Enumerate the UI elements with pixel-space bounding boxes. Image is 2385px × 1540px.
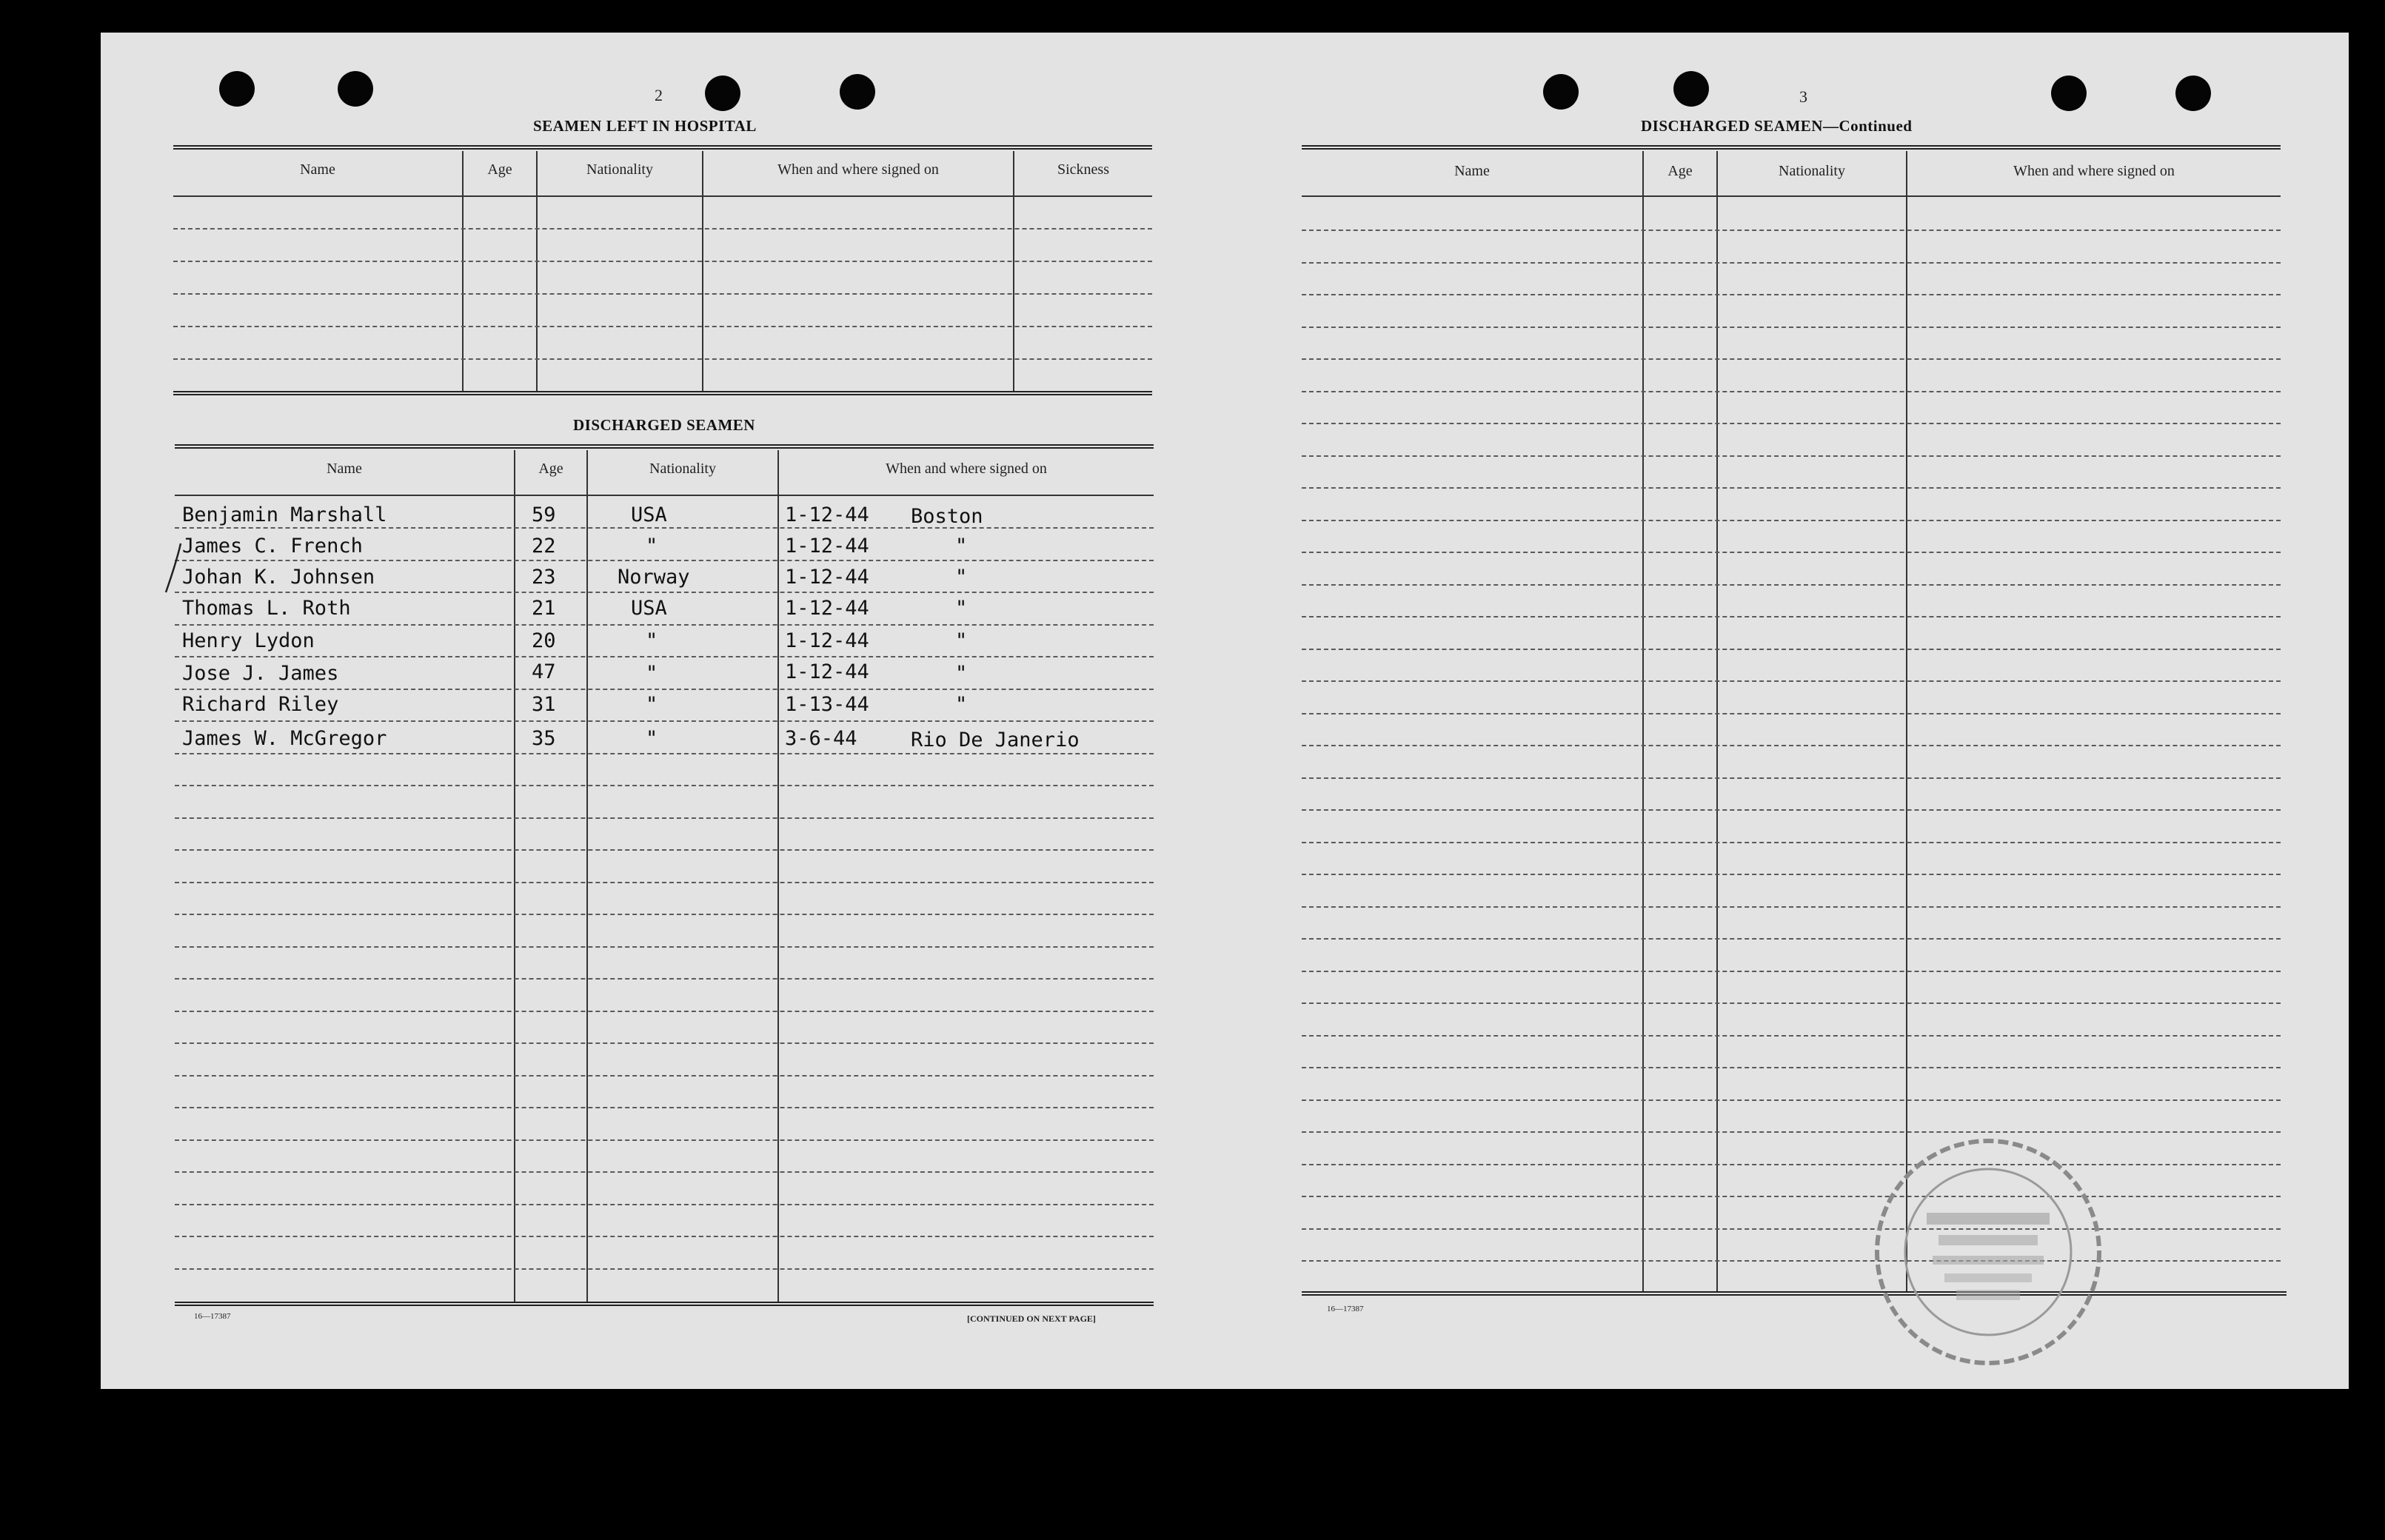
discharged-divider <box>586 450 588 1303</box>
row-line <box>1302 971 2281 972</box>
hospital-col-sickness: Sickness <box>1057 161 1109 178</box>
seaman-nationality: USA <box>631 503 667 526</box>
left-page-number: 2 <box>655 86 663 104</box>
row-line <box>175 1011 1154 1012</box>
row-line <box>175 624 1154 626</box>
discharged-col-name: Name <box>327 461 362 477</box>
right-divider <box>1716 151 1718 1294</box>
right-col-nationality: Nationality <box>1779 163 1845 179</box>
row-line <box>1302 391 2281 392</box>
row-line <box>1302 809 2281 811</box>
row-line <box>1302 230 2281 231</box>
hospital-section-title: SEAMEN LEFT IN HOSPITAL <box>533 117 757 135</box>
punch-hole-icon <box>840 74 875 110</box>
row-line <box>1302 649 2281 650</box>
signed-on-place: " <box>955 597 968 620</box>
signed-on-place: " <box>955 693 968 716</box>
signed-on-place: Rio De Janerio <box>911 729 1080 751</box>
row-line <box>175 1107 1154 1108</box>
right-form-number: 16—17387 <box>1327 1305 1364 1313</box>
hospital-row-line <box>173 228 1152 230</box>
seaman-nationality: USA <box>631 597 667 620</box>
row-line <box>175 1139 1154 1141</box>
row-line <box>1302 938 2281 940</box>
seaman-age: 20 <box>532 629 556 652</box>
row-line <box>175 849 1154 851</box>
seaman-nationality: " <box>646 662 658 685</box>
row-line <box>1302 874 2281 875</box>
row-line <box>1302 1099 2281 1101</box>
row-line <box>1302 327 2281 328</box>
right-page-title: DISCHARGED SEAMEN—Continued <box>1641 117 1913 135</box>
row-line <box>1302 713 2281 714</box>
right-col-signed-on: When and where signed on <box>2013 163 2175 179</box>
row-line <box>175 753 1154 754</box>
row-line <box>175 689 1154 690</box>
seaman-nationality: " <box>646 629 658 652</box>
signed-on-place: Boston <box>911 505 983 528</box>
row-line <box>175 560 1154 561</box>
row-line <box>1302 520 2281 521</box>
row-line <box>175 1075 1154 1077</box>
punch-hole-icon <box>219 71 255 107</box>
row-line <box>175 882 1154 883</box>
seaman-name: Johan K. Johnsen <box>182 566 375 589</box>
row-line <box>1302 487 2281 489</box>
row-line <box>175 978 1154 980</box>
signed-on-place: " <box>955 662 968 685</box>
row-line <box>1302 680 2281 682</box>
right-table-bottom-border <box>1302 1291 2287 1296</box>
row-line <box>175 785 1154 786</box>
seaman-age: 59 <box>532 503 556 526</box>
signed-on-date: 1-12-44 <box>785 660 869 683</box>
signed-on-date: 1-12-44 <box>785 535 869 558</box>
signed-on-date: 1-12-44 <box>785 566 869 589</box>
seaman-age: 47 <box>532 660 556 683</box>
seaman-name: Jose J. James <box>182 662 339 685</box>
discharged-header-line <box>175 495 1154 496</box>
row-line <box>175 1171 1154 1173</box>
discharged-col-age: Age <box>538 461 563 477</box>
row-line <box>175 1268 1154 1270</box>
row-line <box>1302 1260 2281 1262</box>
row-line <box>1302 1196 2281 1197</box>
right-header-line <box>1302 195 2281 197</box>
row-line <box>175 592 1154 593</box>
right-page-number: 3 <box>1799 87 1807 106</box>
hospital-col-age: Age <box>487 161 512 178</box>
punch-hole-icon <box>1543 74 1579 110</box>
hospital-col-signed-on: When and where signed on <box>777 161 939 178</box>
discharged-col-nationality: Nationality <box>649 461 716 477</box>
hospital-table-top-border <box>173 145 1152 150</box>
row-line <box>1302 1002 2281 1004</box>
seaman-nationality: " <box>646 693 658 716</box>
seaman-age: 35 <box>532 727 556 750</box>
row-line <box>1302 842 2281 843</box>
seaman-nationality: " <box>646 727 658 750</box>
row-line <box>1302 1131 2281 1133</box>
punch-hole-icon <box>1673 71 1709 107</box>
row-line <box>1302 906 2281 908</box>
seaman-age: 31 <box>532 693 556 716</box>
row-line <box>1302 455 2281 457</box>
discharged-col-signed-on: When and where signed on <box>886 461 1047 477</box>
seaman-name: Benjamin Marshall <box>182 503 387 526</box>
punch-hole-icon <box>338 71 373 107</box>
row-line <box>1302 1067 2281 1068</box>
seaman-name: Henry Lydon <box>182 629 315 652</box>
row-line <box>1302 1164 2281 1165</box>
seaman-nationality: Norway <box>618 566 690 589</box>
signed-on-date: 1-12-44 <box>785 503 869 526</box>
row-line <box>175 527 1154 529</box>
official-stamp-icon <box>1867 1131 2109 1373</box>
hospital-row-line <box>173 326 1152 327</box>
row-line <box>175 1042 1154 1044</box>
hospital-table-bottom-border <box>173 391 1152 395</box>
seaman-name: Richard Riley <box>182 693 339 716</box>
left-form-number: 16—17387 <box>194 1312 231 1321</box>
signed-on-date: 3-6-44 <box>785 727 857 750</box>
signed-on-place: " <box>955 535 968 558</box>
row-line <box>1302 777 2281 779</box>
signed-on-date: 1-12-44 <box>785 629 869 652</box>
discharged-section-title: DISCHARGED SEAMEN <box>573 416 755 434</box>
row-line <box>175 1204 1154 1205</box>
hospital-row-line <box>173 195 1152 197</box>
signed-on-place: " <box>955 566 968 589</box>
row-line <box>1302 745 2281 746</box>
signed-on-place: " <box>955 629 968 652</box>
check-mark-icon <box>164 542 184 594</box>
row-line <box>1302 423 2281 424</box>
row-line <box>1302 262 2281 264</box>
seaman-name: James W. McGregor <box>182 727 387 750</box>
row-line <box>1302 584 2281 586</box>
row-line <box>1302 552 2281 553</box>
row-line <box>175 656 1154 657</box>
right-table-top-border <box>1302 145 2281 150</box>
hospital-row-line <box>173 358 1152 360</box>
seaman-nationality: " <box>646 535 658 558</box>
row-line <box>1302 616 2281 617</box>
discharged-table-bottom-border <box>175 1302 1154 1306</box>
seaman-name: James C. French <box>182 535 363 558</box>
punch-hole-icon <box>2051 76 2087 111</box>
right-divider <box>1906 151 1907 1294</box>
row-line <box>1302 358 2281 360</box>
hospital-row-line <box>173 261 1152 262</box>
right-col-age: Age <box>1668 163 1693 179</box>
row-line <box>175 817 1154 819</box>
discharged-divider <box>777 450 779 1303</box>
hospital-col-name: Name <box>300 161 335 178</box>
discharged-divider <box>514 450 515 1303</box>
row-line <box>175 914 1154 915</box>
punch-hole-icon <box>2175 76 2211 111</box>
signed-on-date: 1-12-44 <box>785 597 869 620</box>
signed-on-date: 1-13-44 <box>785 693 869 716</box>
row-line <box>175 720 1154 722</box>
row-line <box>175 1236 1154 1237</box>
seaman-name: Thomas L. Roth <box>182 597 351 620</box>
right-col-name: Name <box>1454 163 1490 179</box>
seaman-age: 21 <box>532 597 556 620</box>
punch-hole-icon <box>705 76 740 111</box>
row-line <box>1302 1228 2281 1230</box>
seaman-age: 22 <box>532 535 556 558</box>
row-line <box>1302 1035 2281 1037</box>
right-divider <box>1642 151 1644 1294</box>
discharged-table-top-border <box>175 444 1154 449</box>
continued-note: [CONTINUED ON NEXT PAGE] <box>967 1313 1096 1324</box>
hospital-row-line <box>173 293 1152 295</box>
seaman-age: 23 <box>532 566 556 589</box>
hospital-col-nationality: Nationality <box>586 161 653 178</box>
row-line <box>1302 294 2281 295</box>
row-line <box>175 946 1154 948</box>
